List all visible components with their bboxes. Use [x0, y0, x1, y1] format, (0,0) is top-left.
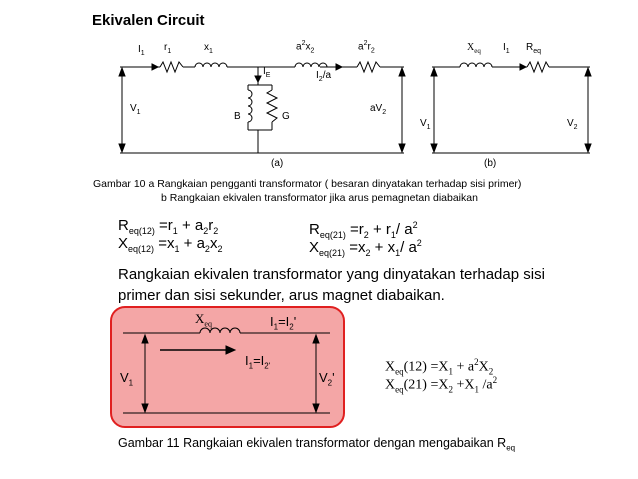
fig-a-label-a2r2: $a^2r_2$: [358, 40, 375, 55]
equation-req21: $R_{eq(21)} =r_2 + r_1/$ $a^2$: [309, 220, 418, 240]
fig-b-label-v2: $V_2$: [567, 118, 578, 131]
fig-a-label-i1: $I_1$: [138, 44, 145, 57]
fig-a-label-av2: $aV_2$: [370, 103, 387, 116]
fig-a-i1-arrow: [152, 64, 158, 70]
caption-figure-11: Gambar 11 Rangkaian ekivalen transformator dengan mengabaikan $R_{eq}$: [118, 436, 516, 453]
fig-a-label-G: G: [282, 111, 290, 122]
fig-a-a2r2-resistor: [357, 62, 380, 72]
equation-xeq21: $X_{eq(21)} =x_2 + x_1/$ $a^2$: [309, 238, 422, 258]
fig-a-label-a2x2: $a^2x_2$: [296, 40, 315, 55]
fig-b-req-resistor: [527, 62, 549, 72]
fig-b-i1-arrow: [520, 64, 526, 70]
fig-a-G-resistor: [267, 90, 277, 122]
paragraph-line2: primer dan sisi sekunder, arus magnet diabaikan.: [118, 287, 445, 304]
fig-a-r1-resistor: [160, 62, 183, 72]
fig-a-x1-inductor: [195, 63, 227, 67]
fig-a-label-B: B: [234, 111, 241, 122]
fig-a-caption-label: (a): [271, 158, 284, 169]
equation-xeq12: $X_{eq(12)} =x_1 + a_2x_2$: [118, 235, 223, 254]
fig-11-label-i1-i2-mid: $I_1=I_{2'}$: [245, 353, 271, 371]
fig-a-B-inductor: [248, 90, 252, 122]
fig-11-label-v2: $V_2'$: [319, 370, 335, 388]
fig-a-label-ie: $I_E$: [263, 66, 271, 79]
fig-b-label-v1: $V_1$: [420, 118, 431, 131]
fig-a-label-r1: $r_1$: [164, 42, 172, 55]
fig-a-ie-arrow: [255, 76, 261, 82]
fig-a-label-x1: $x_1$: [204, 42, 213, 55]
caption-figure-10-line2: b Rangkaian ekivalen transformator jika arus pemagnetan diabaikan: [161, 192, 478, 204]
fig-a-label-i2a: $I_2/a$: [316, 70, 332, 83]
paragraph-line1: Rangkaian ekivalen transformator yang dinyatakan terhadap sisi: [118, 266, 545, 283]
fig-11-label-v1: $V_1$: [120, 370, 134, 388]
page-title: Ekivalen Circuit: [92, 12, 205, 29]
fig-b-label-req: $R_{eq}$: [526, 42, 542, 55]
fig-a-label-v1: $V_1$: [130, 103, 141, 116]
fig-a-a2x2-inductor: [295, 63, 327, 67]
equation-req12: $R_{eq(12)} =r_1 + a_2r_2$: [118, 217, 219, 236]
fig-b-xeq-inductor: [460, 63, 492, 67]
caption-figure-10-line1: Gambar 10 a Rangkaian pengganti transformator ( besaran dinyatakan terhadap sisi primer): [93, 178, 522, 190]
formula-xeq12: $X_{eq}(12) =X_1 + a^2X_2$: [385, 357, 494, 377]
fig-b-label-i1: $I_1$: [503, 42, 510, 55]
fig-b-caption-label: (b): [484, 158, 497, 169]
fig-a-i2a-arrow: [336, 64, 342, 70]
formula-xeq21: $X_{eq}(21) =X_2 +X_1$ $/a^2$: [385, 375, 498, 395]
fig-11-label-xeq: $X_{eq}$: [195, 311, 212, 329]
fig-b-label-xeq: $X_{eq}$: [467, 42, 481, 55]
fig-11-label-i1-i2-top: $I_1=I_2'$: [270, 314, 297, 332]
